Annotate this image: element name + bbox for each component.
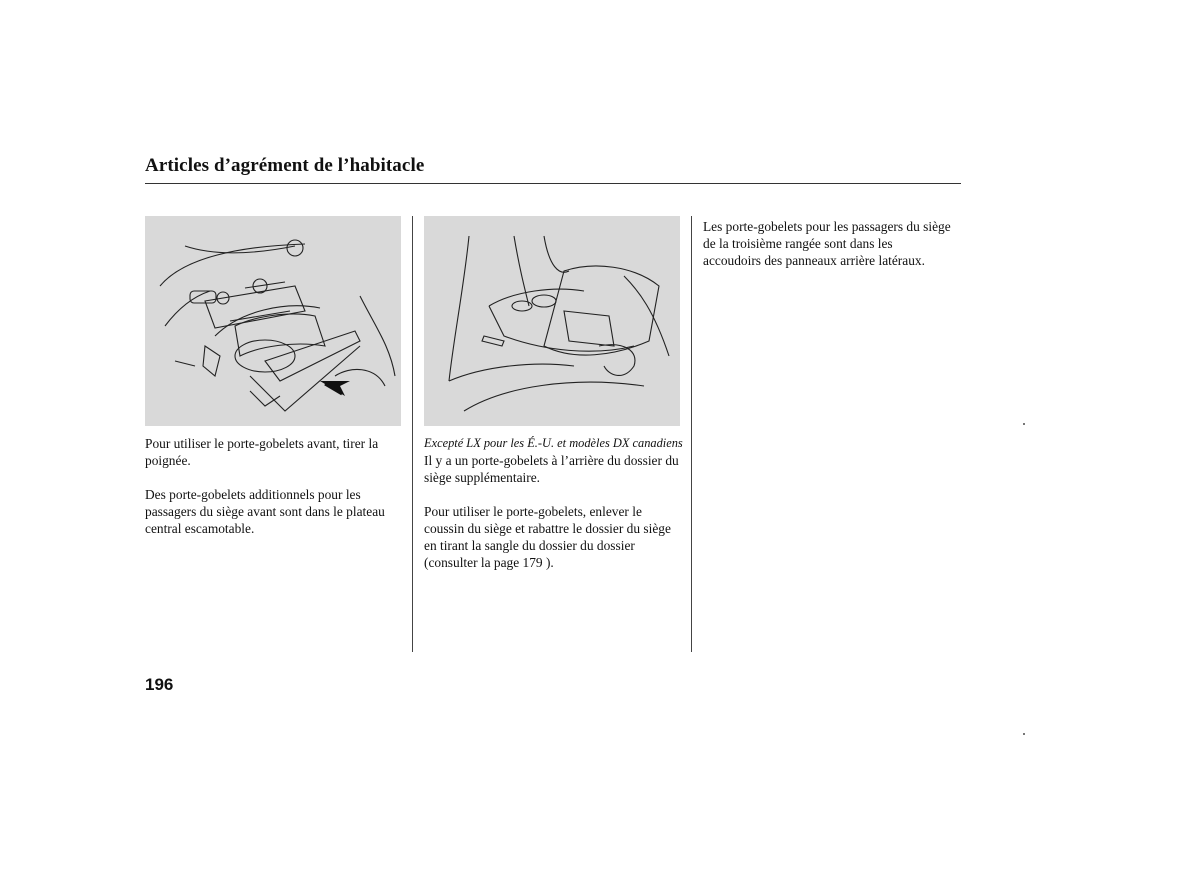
third-row-cupholder-note: Les porte-gobelets pour les passagers du siège de la troisième rangée sont dans les accoudoirs des panneaux arrière latéraux. <box>703 219 951 268</box>
column-divider-1 <box>412 216 413 652</box>
margin-mark <box>1023 423 1025 425</box>
additional-cupholders-note: Des porte-gobelets additionnels pour les passagers du siège avant sont dans le plateau central escamotable. <box>145 487 385 536</box>
model-applicability-caption: Excepté LX pour les É.-U. et modèles DX canadiens <box>424 436 683 450</box>
front-cupholder-illustration <box>145 216 401 426</box>
column-1-text <box>145 435 403 537</box>
page-title: Articles d’agrément de l’habitacle <box>145 155 425 176</box>
page-number: 196 <box>145 675 174 694</box>
column-3-text <box>703 218 953 269</box>
rear-cupholder-instruction: Pour utiliser le porte-gobelets, enlever le coussin du siège et rabattre le dossier du siège en tirant la sangle du dossier du dossier (consulter la page 179 ). <box>424 504 671 570</box>
margin-mark <box>1023 733 1025 735</box>
rear-cupholder-location: Il y a un porte-gobelets à l’arrière du dossier du siège supplémentaire. <box>424 453 679 485</box>
column-divider-2 <box>691 216 692 652</box>
rear-seat-cupholder-illustration <box>424 216 680 426</box>
column-2-text <box>424 435 684 571</box>
title-divider <box>145 183 961 184</box>
front-cupholder-instruction: Pour utiliser le porte-gobelets avant, tirer la poignée. <box>145 436 379 468</box>
